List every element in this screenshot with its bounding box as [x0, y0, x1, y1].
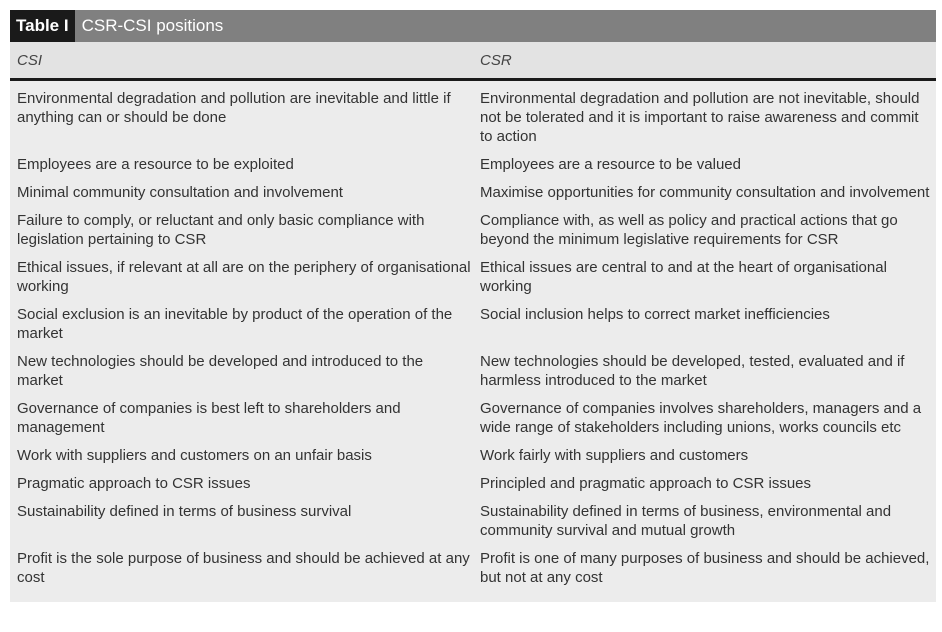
- cell-csr: Profit is one of many purposes of business and should be achieved, but not at any cost: [480, 550, 930, 586]
- table-title-bar: [10, 10, 936, 42]
- cell-csi: Environmental degradation and pollution are inevitable and little if anything can or should be done: [17, 90, 451, 126]
- table-row: [10, 399, 936, 446]
- table-header-row: [10, 42, 936, 81]
- cell-csr: Employees are a resource to be valued: [480, 156, 741, 173]
- cell-csr: Social inclusion helps to correct market inefficiencies: [480, 306, 830, 323]
- column-header-csr: CSR: [480, 52, 512, 69]
- cell-csi: Social exclusion is an inevitable by product of the operation of the market: [17, 306, 453, 342]
- cell-csr: Ethical issues are central to and at the heart of organisational working: [480, 259, 887, 295]
- cell-csi: Profit is the sole purpose of business and should be achieved at any cost: [17, 550, 470, 586]
- cell-csr: Work fairly with suppliers and customers: [480, 447, 749, 464]
- cell-csi: Employees are a resource to be exploited: [17, 156, 294, 173]
- cell-csr: Environmental degradation and pollution are not inevitable, should not be tolerated and it is important to raise awareness and commit to action: [480, 90, 920, 145]
- column-header-csi: CSI: [17, 52, 43, 69]
- cell-csi: Pragmatic approach to CSR issues: [17, 475, 251, 492]
- cell-csr: Sustainability defined in terms of business, environmental and community survival and mutual growth: [480, 503, 892, 539]
- cell-csi: Failure to comply, or reluctant and only basic compliance with legislation pertaining to CSR: [17, 212, 425, 248]
- cell-csi: Sustainability defined in terms of business survival: [17, 503, 352, 520]
- cell-csi: New technologies should be developed and introduced to the market: [17, 353, 424, 389]
- cell-csi: Ethical issues, if relevant at all are on the periphery of organisational working: [17, 259, 471, 295]
- cell-csr: New technologies should be developed, tested, evaluated and if harmless introduced to the market: [480, 353, 905, 389]
- table-row: [10, 183, 936, 211]
- table-body: [10, 81, 936, 602]
- table-row: [10, 305, 936, 352]
- table-row: [10, 211, 936, 258]
- table-title: CSR-CSI positions: [81, 16, 224, 35]
- cell-csr: Principled and pragmatic approach to CSR issues: [480, 475, 812, 492]
- cell-csi: Minimal community consultation and involvement: [17, 184, 343, 201]
- table-row: [10, 502, 936, 549]
- cell-csr: Maximise opportunities for community consultation and involvement: [480, 184, 930, 201]
- csr-csi-table: [10, 10, 936, 602]
- table-row: [10, 258, 936, 305]
- cell-csi: Work with suppliers and customers on an unfair basis: [17, 447, 372, 464]
- table-row: [10, 446, 936, 474]
- table-row: [10, 155, 936, 183]
- table-row: [10, 352, 936, 399]
- cell-csr: Compliance with, as well as policy and practical actions that go beyond the minimum legislative requirements for CSR: [480, 212, 898, 248]
- table-label: Table I: [10, 10, 75, 42]
- cell-csr: Governance of companies involves shareholders, managers and a wide range of stakeholders including unions, works councils etc: [480, 400, 922, 436]
- table-row: [10, 549, 936, 596]
- cell-csi: Governance of companies is best left to shareholders and management: [17, 400, 401, 436]
- table-row: [10, 89, 936, 155]
- table-row: [10, 474, 936, 502]
